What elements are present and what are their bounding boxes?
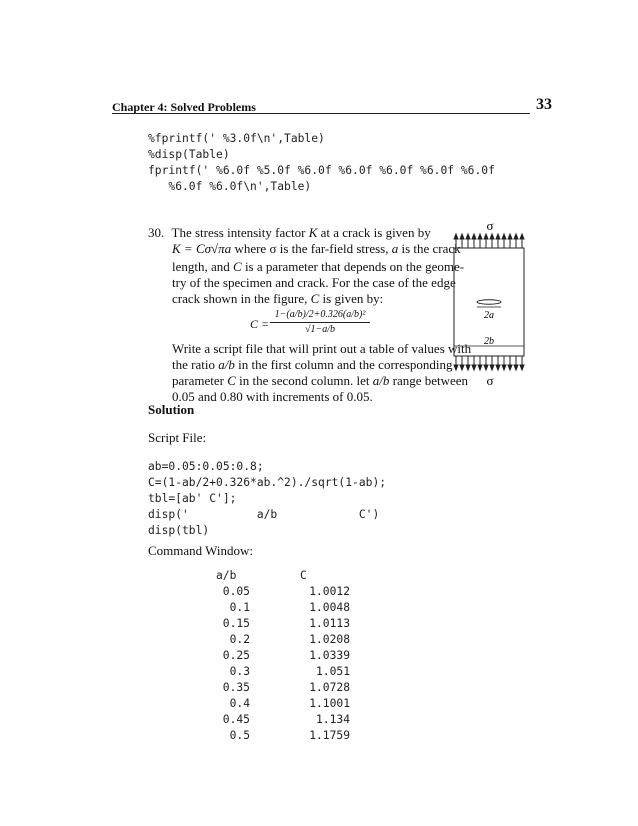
output-row [196,649,376,665]
problem-text: in the second column. let [235,373,373,388]
output-ab-value: 0.45 [222,713,250,726]
output-C-value: 1.0048 [309,601,350,614]
problem-text: is given by: [319,291,384,306]
output-row [196,681,376,697]
symbol-C: C [310,291,320,306]
top-stress-arrows [454,234,524,248]
problem-text: is the crack [398,241,461,256]
output-ab-value: 0.4 [229,697,250,710]
output-ab-value: 0.5 [229,729,250,742]
problem-line-3 [172,259,464,275]
code-line: disp(tbl) [148,524,210,537]
fraction-bar [270,322,370,323]
problem-text: length, and [172,259,234,274]
output-C-value: 1.0728 [309,681,350,694]
code-line: disp(' a/b C') [148,508,380,521]
output-C-value: 1.0012 [309,585,350,598]
output-C-value: 1.0339 [309,649,350,662]
inline-formula-K: K = Cσ√πa [172,241,232,256]
sigma-bottom-label: σ [486,373,494,388]
symbol-a: a [391,241,399,256]
output-C-value: 1.0208 [309,633,350,646]
output-C-value: 1.051 [315,665,350,678]
crack-figure [452,218,528,388]
problem-number: 30. [148,225,165,240]
header-rule [112,113,530,114]
formula-C-numerator: 1−(a/b)/2+0.326(a/b)² [274,309,366,320]
page-number: 33 [536,96,552,113]
problem-text: parameter [172,373,228,388]
problem-line-5 [172,291,383,307]
code-line: ab=0.05:0.05:0.8; [148,460,264,473]
output-row [196,729,376,745]
output-C-value: 1.134 [315,713,350,726]
crack-figure-svg [452,218,528,388]
output-row [196,665,376,681]
problem-text: where σ is the far-field stress, [231,241,392,256]
symbol-C: C [227,373,236,388]
problem-line-4: try of the specimen and crack. For the case of the edge [172,275,456,290]
output-ab-value: 0.3 [229,665,250,678]
bottom-stress-arrows [454,356,524,370]
output-header-ab: a/b [216,569,237,582]
code-block-top [148,131,495,195]
problem-line-9: 0.05 and 0.80 with increments of 0.05. [172,389,373,404]
code-line: %6.0f %6.0f\n',Table) [148,180,312,193]
output-C-value: 1.1001 [309,697,350,710]
code-line: C=(1-ab/2+0.326*ab.^2)./sqrt(1-ab); [148,476,387,489]
problem-line-1 [148,225,431,241]
problem-line-6: Write a script file that will print out a table of values with [172,341,472,356]
symbol-C: C [233,259,242,274]
symbol-ab: a/b [372,373,390,388]
chapter-title: Chapter 4: Solved Problems [112,100,256,114]
formula-C-lhs: C = [250,317,270,331]
code-line: %fprintf(' %3.0f\n',Table) [148,132,325,145]
output-row [196,713,376,729]
problem-line-8 [172,373,468,389]
problem-text: crack shown in the figure, [172,291,311,306]
output-header-C: C [300,569,307,582]
solution-heading: Solution [148,402,195,417]
code-line: %disp(Table) [148,148,230,161]
plate-width-label: 2b [484,336,494,347]
output-ab-value: 0.1 [229,601,250,614]
sigma-top-label: σ [486,218,494,233]
problem-line-2 [172,241,461,257]
crack-shape [477,300,501,304]
output-ab-value: 0.35 [222,681,250,694]
symbol-K: K [308,225,318,240]
crack-width-label: 2a [484,310,494,321]
output-ab-value: 0.2 [229,633,250,646]
output-row [196,585,376,601]
formula-C-denominator: √1−a/b [304,324,335,335]
output-row [196,601,376,617]
code-line: fprintf(' %6.0f %5.0f %6.0f %6.0f %6.0f %6.0f %6.0f [148,164,495,177]
problem-text: in the first column and the corresponding [234,357,453,372]
output-ab-value: 0.15 [222,617,250,630]
problem-text: range between [389,373,469,388]
problem-text: the ratio [172,357,219,372]
output-C-value: 1.0113 [309,617,350,630]
code-line: tbl=[ab' C']; [148,492,237,505]
problem-line-7 [172,357,453,373]
script-file-label: Script File: [148,430,207,445]
output-C-value: 1.1759 [309,729,350,742]
problem-text: The stress intensity factor [171,225,309,240]
output-row [196,697,376,713]
symbol-ab: a/b [218,357,235,372]
output-row [196,633,376,649]
problem-text: is a parameter that depends on the geome- [241,259,465,274]
output-ab-value: 0.25 [222,649,250,662]
output-ab-value: 0.05 [222,585,250,598]
script-code-block [148,459,386,539]
command-window-label: Command Window: [148,543,254,558]
output-row [196,617,376,633]
problem-text: at a crack is given by [317,225,431,240]
